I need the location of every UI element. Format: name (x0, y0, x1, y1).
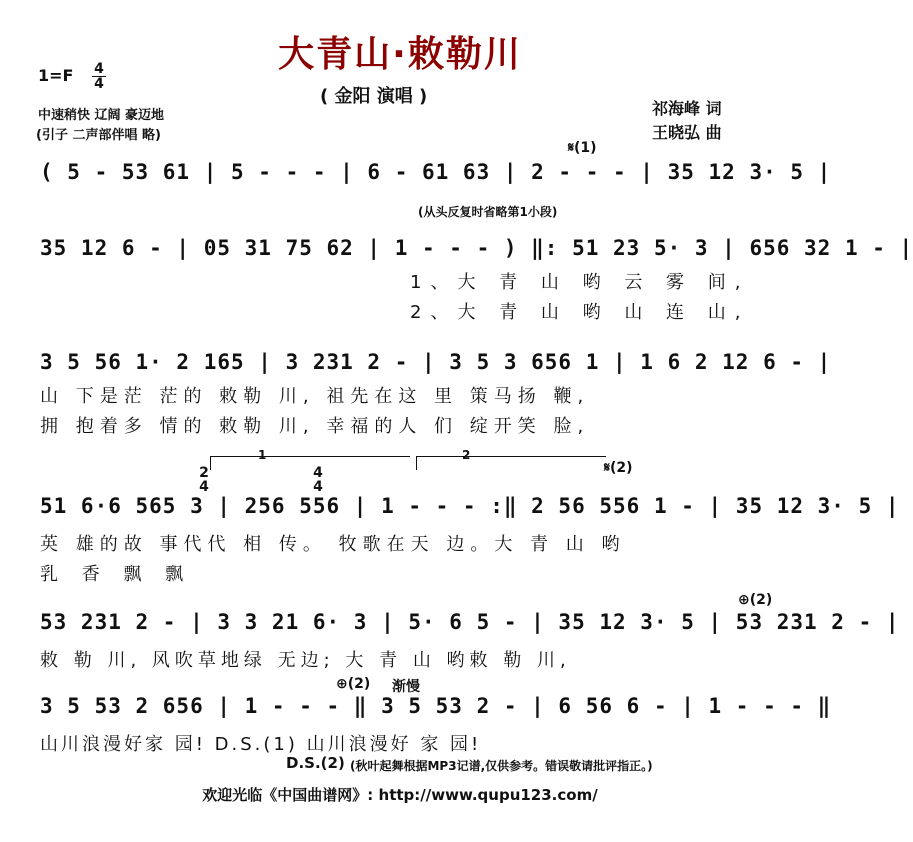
transcription-note: (秋叶起舞根据MP3记谱,仅供参考。错误敬请批评指正。) (350, 759, 653, 773)
tempo-marking: 中速稍快 辽阔 豪迈地 (38, 108, 165, 123)
staff-line-4: 51 6·6 565 3 | 256 556 | 1 - - - :‖ 2 56 556 1 - | 35 12 3· 5 | (40, 494, 900, 518)
staff-line-1: ( 5 - 53 61 | 5 - - - | 6 - 61 63 | 2 - - - | 35 12 3· 5 | (40, 160, 832, 184)
lyric-line-4-verse-2: 乳 香 飘 飘 (40, 564, 193, 585)
lyric-line-6: 山川浪漫好家 园! D.S.(1) 山川浪漫好 家 园! (40, 734, 482, 755)
lyric-line-3-verse-2: 拥 抱着多 情的 敕勒 川, 幸福的人 们 绽开笑 脸, (40, 416, 590, 437)
time-change2-bottom: 4 (313, 479, 323, 495)
volta-1-bracket (210, 456, 410, 457)
composer-credit: 王晓弘 曲 (652, 123, 722, 142)
key-signature: 1=F (38, 66, 74, 85)
repeat-instruction: (从头反复时省略第1小段) (418, 205, 558, 219)
staff-line-6: 3 5 53 2 656 | 1 - - - ‖ 3 5 53 2 - | 6 56 6 - | 1 - - - ‖ (40, 694, 832, 718)
staff-line-2: 35 12 6 - | 05 31 75 62 | 1 - - - ) ‖: 51 23 5· 3 | 656 32 1 - | (40, 236, 913, 260)
intro-note: (引子 二声部伴唱 略) (36, 128, 161, 143)
coda-mark: ⊕(2) (738, 592, 773, 608)
coda-jump-mark: ⊕(2) (336, 676, 371, 692)
ds-2-label: D.S.(2) (286, 754, 345, 772)
segno-2-mark: 𝄋(2) (604, 460, 633, 476)
time-change-4-4 (312, 466, 324, 494)
lyric-line-4-verse-1: 英 雄的故 事代代 相 传。 牧歌在天 边。大 青 山 哟 (40, 534, 626, 555)
lyric-line-2-verse-1: 1、大 青 山 哟 云 雾 间, (410, 272, 750, 293)
time-change-2-4 (198, 466, 210, 494)
singer-credit: ( 金阳 演唱 ) (320, 86, 428, 107)
volta-2-bracket (416, 456, 606, 457)
lyric-line-5: 敕 勒 川, 风吹草地绿 无边; 大 青 山 哟敕 勒 川, (40, 650, 571, 671)
segno-1-mark: 𝄋(1) (568, 140, 597, 156)
song-title: 大青山·敕勒川 (278, 34, 522, 75)
ritardando-mark: 渐慢 (392, 679, 420, 695)
volta-1-label: 1 (258, 448, 267, 462)
time-change2-top: 4 (313, 465, 323, 481)
website-footer: 欢迎光临《中国曲谱网》: http://www.qupu123.com/ (202, 786, 598, 804)
volta-1-bracket-start (210, 456, 211, 470)
lyricist-credit: 祁海峰 词 (652, 99, 722, 118)
lyric-line-3-verse-1: 山 下是茫 茫的 敕勒 川, 祖先在这 里 策马扬 鞭, (40, 386, 590, 407)
staff-line-5: 53 231 2 - | 3 3 21 6· 3 | 5· 6 5 - | 35 12 3· 5 | 53 231 2 - | (40, 610, 900, 634)
volta-2-label: 2 (462, 448, 471, 462)
time-change-bottom: 4 (199, 479, 209, 495)
lyric-line-2-verse-2: 2、大 青 山 哟 山 连 山, (410, 302, 750, 323)
volta-2-bracket-start (416, 456, 417, 470)
time-signature (92, 62, 106, 91)
staff-line-3: 3 5 56 1· 2 165 | 3 231 2 - | 3 5 3 656 1 | 1 6 2 12 6 - | (40, 350, 832, 374)
time-bottom: 4 (92, 76, 106, 91)
time-top: 4 (94, 61, 104, 77)
time-change-top: 2 (199, 465, 209, 481)
